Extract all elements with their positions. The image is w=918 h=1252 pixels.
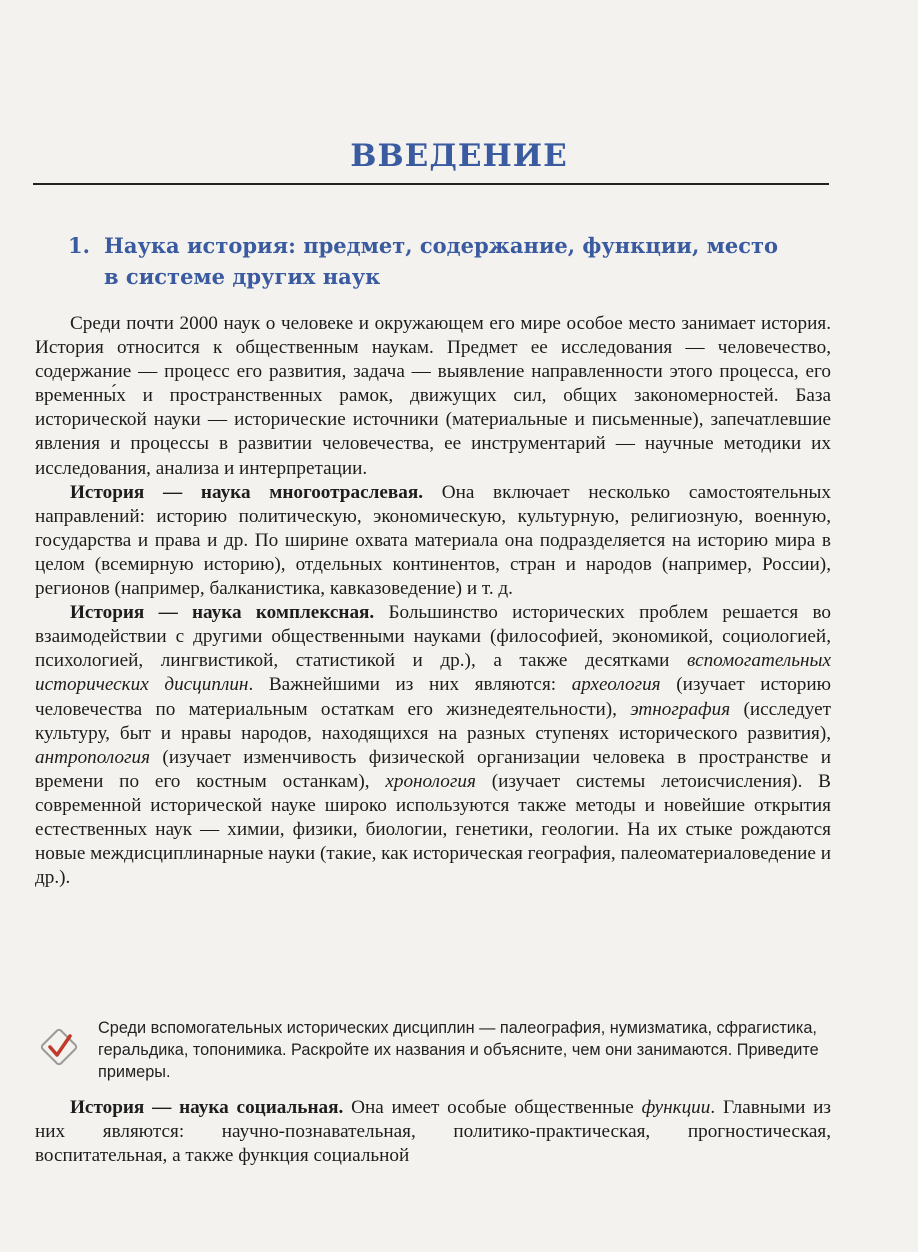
paragraph-subject: Среди почти 2000 наук о человеке и окружающем его мире особое место занимает история. История относится к общественным наукам. Предмет ее исследования — человечество, содержание — процесс его развития, задача — выявление направленности этого процесса, его временны́х и пространственных рамок, движущих сил, общих закономерностей. База исторической науки — исторические источники (материальные и письменные), запечатлевшие явления и процессы в развитии человечества, ее инструментарий — научные методики их исследования, анализа и интерпретации.	[35, 313, 831, 479]
paragraph-lead: История — наука многоотраслевая.	[70, 481, 423, 503]
section-title-line2: в системе других наук	[104, 264, 381, 289]
text-run: Она имеет особые общественные	[343, 1097, 642, 1118]
section-number: 1.	[68, 233, 90, 258]
chapter-title: ВВЕДЕНИЕ	[350, 138, 568, 174]
body-text-continued	[35, 1096, 831, 1168]
paragraph-text: Она включает несколько самостоятельных направлений: историю политическую, экономическую, культурную, религиозную, военную, государства и права и др. По ширине охвата материала она подразделяется на историю мира в целом (всемирную историю), отдельных континентов, стран и народов (например, России), регионов (например, балканистика, кавказоведение) и т. д.	[35, 481, 831, 600]
italic-term: вспомогательных исторических дисциплин	[35, 650, 831, 696]
text-run: (изучает изменчивость физической организации человека в пространстве и времени по его костным останкам),	[35, 746, 831, 792]
text-run: (изучает историю человечества по материальным остаткам его жизнедеятельности),	[35, 674, 832, 720]
section-heading	[68, 230, 828, 292]
italic-term: археология	[571, 674, 661, 696]
text-run: Большинство исторических проблем решается во взаимодействии с другими общественными науками (философией, экономикой, социологией, психологией, лингвистикой, статистикой и др.), а также десятками	[35, 602, 831, 672]
text-run: . Важнейшими из них являются:	[248, 674, 572, 696]
task-box	[35, 1017, 835, 1083]
italic-term: этнография	[630, 698, 731, 720]
checkmark-task-icon	[39, 1027, 79, 1067]
text-run: (изучает системы летоисчисления). В современной исторической науке широко используются также методы и новейшие открытия естественных наук — химии, физики, биологии, генетики, геологии. На их стыке рождаются новые междисциплинарные науки (такие, как историческая география, палеоматериаловедение и др.).	[35, 770, 831, 889]
body-text-main	[35, 312, 831, 890]
italic-term: хронология	[385, 770, 476, 792]
chapter-rule	[33, 183, 829, 185]
paragraph-lead: История — наука комплексная.	[70, 602, 375, 624]
paragraph-complex	[35, 601, 831, 890]
italic-term: функции	[641, 1097, 711, 1118]
task-text: Среди вспомогательных исторических дисциплин — палеография, нумизматика, сфрагистика, геральдика, топонимика. Раскройте их названия и объясните, чем они занимаются. Приведите примеры.	[98, 1019, 819, 1081]
text-run: (исследует культуру, быт и нравы народов, находящихся на разных ступенях исторического развития),	[35, 698, 831, 744]
paragraph-social	[35, 1096, 831, 1168]
section-title-line1: Наука история: предмет, содержание, функции, место	[104, 233, 779, 258]
text-run: . Главными из них являются: научно-познавательная, политико-практическая, прогностическая, воспитательная, а также функция социальной	[35, 1097, 831, 1167]
italic-term: антропология	[35, 746, 151, 768]
paragraph-multibranch	[35, 481, 831, 601]
paragraph-lead: История — наука социальная.	[70, 1097, 344, 1118]
